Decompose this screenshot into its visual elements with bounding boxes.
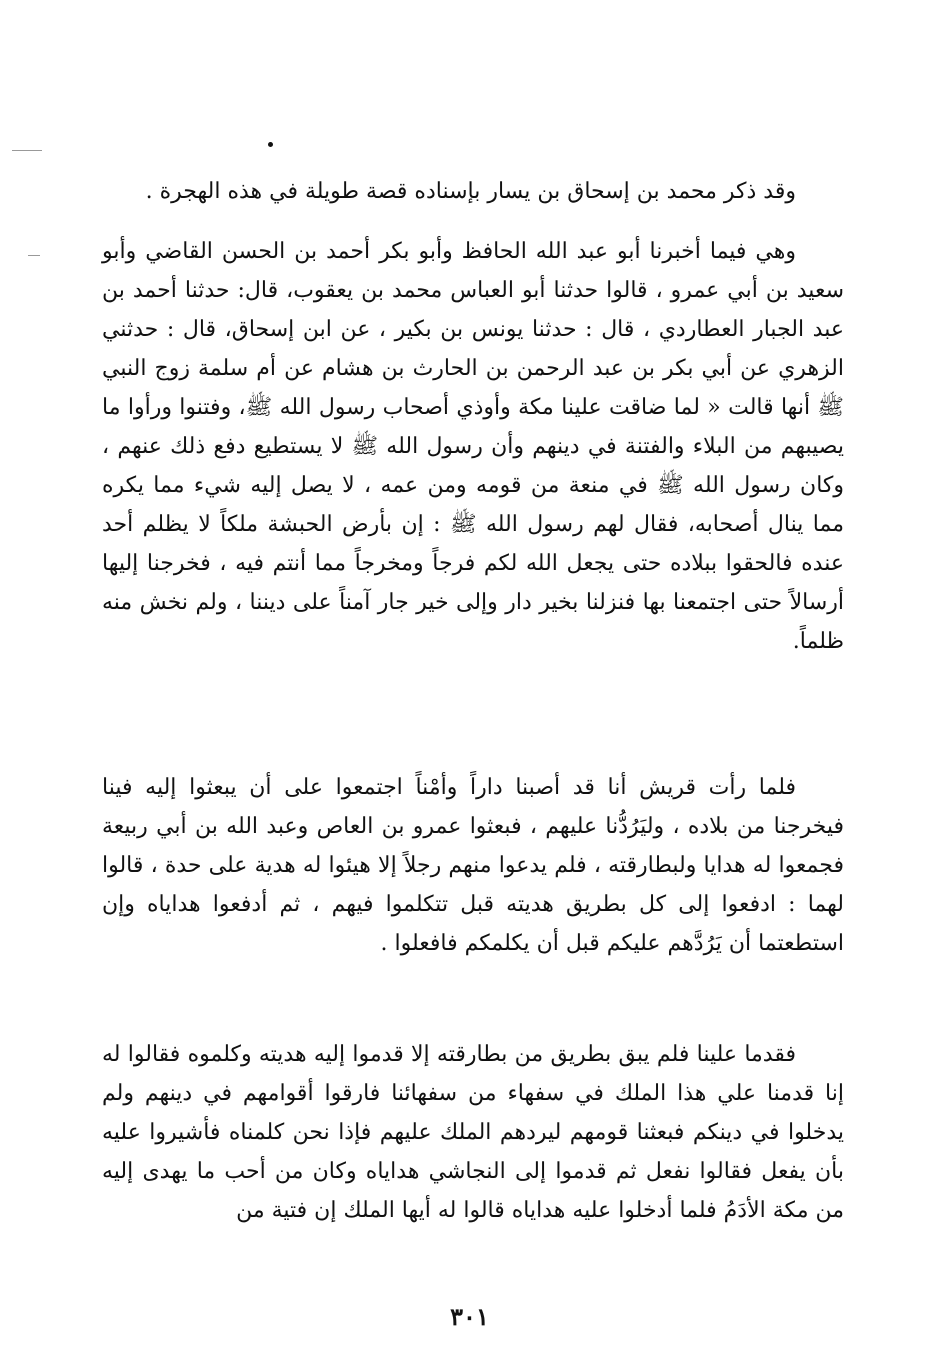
page-number: ٣٠١: [450, 1302, 489, 1331]
paragraph-1-text: وهي فيما أخبرنا أبو عبد الله الحافظ وأبو بكر أحمد بن الحسن القاضي وأبو سعيد بن أبي عمرو ، قالوا حدثنا أبو العباس محمد بن يعقوب، قال: حدثنا أحمد بن عبد الجبار العطاردي ، قال : حدثنا يونس بن بكير ، عن ابن إسحاق، قال : حدثني الزهري عن أبي بكر بن عبد الرحمن بن الحارث بن هشام عن أم سلمة زوج النبي ﷺ أنها قالت « لما ضاقت علينا مكة وأوذي أصحاب رسول الله ﷺ، وفتنوا ورأوا ما يصيبهم من البلاء والفتنة في دينهم وأن رسول الله ﷺ لا يستطيع دفع ذلك عنهم ، وكان رسول الله ﷺ في منعة من قومه ومن عمه ، لا يصل إليه شيء مما يكره مما ينال أصحابه، فقال لهم رسول الله ﷺ : إن بأرض الحبشة ملكاً لا يظلم أحد عنده فالحقوا ببلاده حتى يجعل الله لكم فرجاً ومخرجاً مما أنتم فيه ، فخرجنا إليها أرسالاً حتى اجتمعنا بها فنزلنا بخير دار وإلى خير جار آمناً على ديننا ، ولم نخش منه ظلماً.: [102, 239, 844, 654]
scan-edge-mark: [12, 150, 42, 151]
intro-text: وقد ذكر محمد بن إسحاق بن يسار بإسناده قصة طويلة في هذه الهجرة .: [145, 179, 796, 204]
scan-edge-mark: [28, 255, 40, 256]
paragraph-3-text: فقدما علينا فلم يبق بطريق من بطارقته إلا قدموا إليه هديته وكلموه فقالوا له إنا قدمنا علي هذا الملك في سفهاء من سفهائنا فارقوا أقوامهم في دينهم ولم يدخلوا في دينكم فبعثنا قومهم ليردهم الملك عليهم فإذا نحن كلمناه فأشيروا عليه بأن يفعل فقالوا نفعل ثم قدموا إلى النجاشي هداياه وكان من أحب ما يهدى إليه من مكة الأدَمُ فلما أدخلوا عليه هداياه قالوا له أيها الملك إن فتية من: [102, 1042, 844, 1223]
paragraph-1: [102, 232, 844, 661]
paragraph-3: [102, 1035, 844, 1230]
paragraph-2-text: فلما رأت قريش أنا قد أصبنا داراً وأمْناً اجتمعوا على أن يبعثوا إليه فينا فيخرجنا من بلاده ، وليَرُدُّنا عليهم ، فبعثوا عمرو بن العاص وعبد الله بن أبي ربيعة فجمعوا له هدايا ولبطارقته ، فلم يدعوا منهم رجلاً إلا هيئوا له هدية على حدة ، قالوا لهما : ادفعوا إلى كل بطريق هديته قبل تتكلموا فيهم ، ثم أدفعوا هداياه وإن استطعتما أن يَرُدَّهم عليكم قبل أن يكلمكم فافعلوا .: [102, 775, 844, 956]
intro-paragraph: [102, 172, 844, 211]
paragraph-2: [102, 768, 844, 963]
ink-dot: [268, 142, 273, 147]
